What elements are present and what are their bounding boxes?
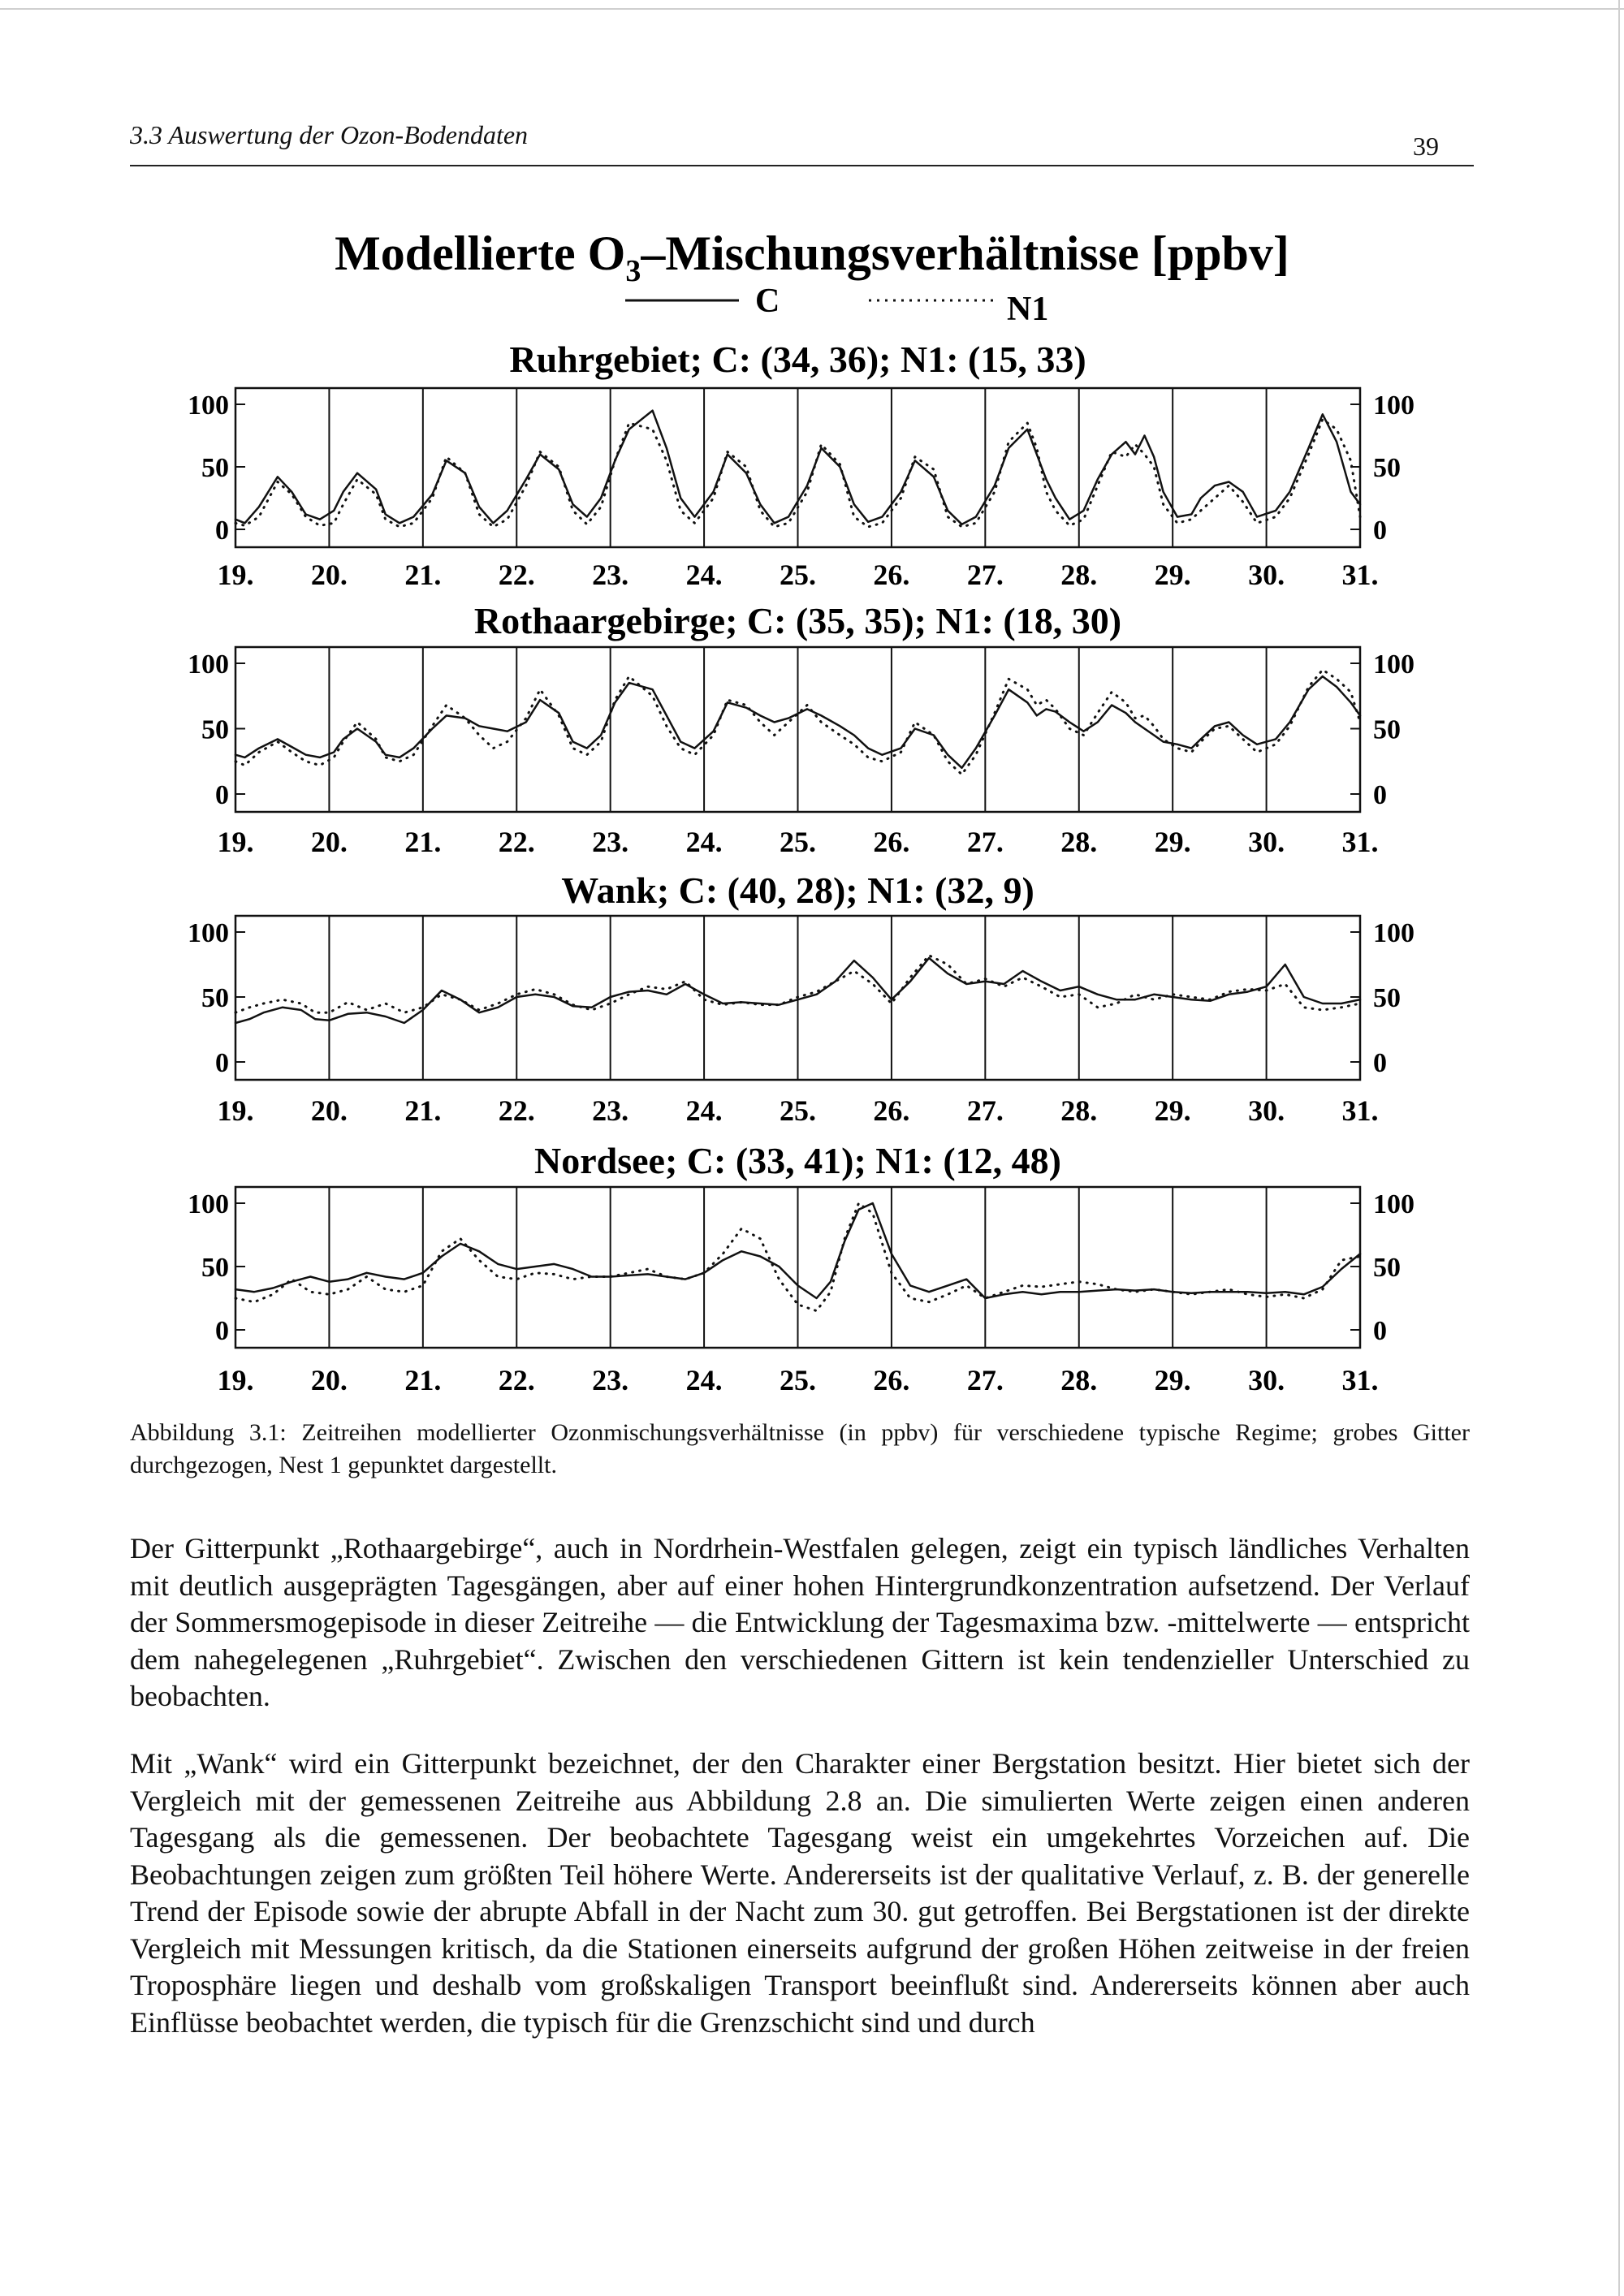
x-tick-label: 26. bbox=[873, 1364, 910, 1396]
x-tick-label: 21. bbox=[404, 1094, 442, 1127]
y-tick-label-left: 100 bbox=[188, 918, 229, 948]
x-tick-label: 19. bbox=[217, 1364, 254, 1396]
x-tick-label: 23. bbox=[592, 1094, 629, 1127]
y-tick-label-left: 0 bbox=[215, 780, 229, 810]
y-tick-label-left: 50 bbox=[201, 714, 229, 745]
y-tick-label-right: 50 bbox=[1373, 453, 1401, 483]
y-tick-label-right: 100 bbox=[1373, 918, 1415, 948]
chart-panel-4 bbox=[188, 1140, 1415, 1396]
body-paragraph-2: Mit „Wank“ wird ein Gitterpunkt bezeichnet, der den Charakter einer Bergstation besitzt. Hier bietet sich der Vergleich mit der gemessenen Zeitreihe aus Abbildung 2.8 an. Die simulierten Werte zeigen einen anderen Tagesgang als die gemessenen. Der beobachtete Tagesgang weist ein umgekehrtes Vorzeichen auf. Die Beobachtungen zeigen zum größten Teil höhere Werte. Andererseits ist der qualitative Verlauf, z. B. der generelle Trend der Episode sowie der abrupte Abfall in der Nacht zum 30. gut getroffen. Bei Bergstationen ist der direkte Vergleich mit Messungen kritisch, da die Stationen einerseits aufgrund der großen Höhen zeitweise in der freien Troposphäre liegen und deshalb vom großskaligen Transport beeinflußt sind. Andererseits können aber auch Einflüsse beobachtet werden, die typisch für die Grenzschicht sind und durch bbox=[130, 1747, 1470, 2039]
x-tick-label: 25. bbox=[780, 559, 816, 591]
y-tick-label-left: 0 bbox=[215, 1048, 229, 1078]
y-tick-label-left: 100 bbox=[188, 391, 229, 421]
panel-title: Rothaargebirge; C: (35, 35); N1: (18, 30) bbox=[473, 600, 1122, 641]
x-tick-label: 26. bbox=[873, 1094, 910, 1127]
chart-panel-3 bbox=[188, 870, 1415, 1127]
y-tick-label-right: 50 bbox=[1373, 714, 1401, 745]
x-tick-label: 23. bbox=[592, 1364, 629, 1396]
y-tick-label-left: 50 bbox=[201, 453, 229, 483]
x-tick-label: 22. bbox=[498, 559, 535, 591]
y-tick-label-left: 50 bbox=[201, 983, 229, 1013]
y-tick-label-right: 50 bbox=[1373, 983, 1401, 1013]
x-tick-label: 22. bbox=[498, 1094, 535, 1127]
x-tick-label: 24. bbox=[685, 826, 723, 858]
x-tick-label: 30. bbox=[1248, 1364, 1285, 1396]
x-tick-label: 20. bbox=[310, 826, 348, 858]
x-tick-label: 28. bbox=[1060, 1364, 1098, 1396]
x-tick-label: 26. bbox=[873, 826, 910, 858]
y-tick-label-left: 100 bbox=[188, 650, 229, 680]
panel-title: Wank; C: (40, 28); N1: (32, 9) bbox=[561, 870, 1034, 911]
y-tick-label-left: 100 bbox=[188, 1189, 229, 1219]
x-tick-label: 20. bbox=[310, 1094, 348, 1127]
x-tick-label: 30. bbox=[1248, 559, 1285, 591]
x-tick-label: 31. bbox=[1341, 559, 1379, 591]
panel-title: Nordsee; C: (33, 41); N1: (12, 48) bbox=[534, 1140, 1061, 1181]
y-tick-label-left: 50 bbox=[201, 1253, 229, 1283]
x-tick-label: 29. bbox=[1154, 1094, 1191, 1127]
running-header-section: 3.3 Auswertung der Ozon-Bodendaten bbox=[130, 120, 529, 149]
x-tick-label: 19. bbox=[217, 559, 254, 591]
panel-title: Ruhrgebiet; C: (34, 36); N1: (15, 33) bbox=[509, 339, 1086, 380]
x-tick-label: 31. bbox=[1341, 1094, 1379, 1127]
figure-legend bbox=[625, 283, 1048, 328]
figure-caption: Abbildung 3.1: Zeitreihen modellierter Ozonmischungsverhältnisse (in ppbv) für verschiedene typische Regime; grobes Gitter durchgezogen, Nest 1 gepunktet dargestellt. bbox=[130, 1419, 1470, 1478]
x-tick-label: 23. bbox=[592, 559, 629, 591]
x-tick-label: 28. bbox=[1060, 559, 1098, 591]
x-tick-label: 21. bbox=[404, 1364, 442, 1396]
x-tick-label: 24. bbox=[685, 1094, 723, 1127]
y-tick-label-right: 0 bbox=[1373, 516, 1387, 546]
x-tick-label: 23. bbox=[592, 826, 629, 858]
x-tick-label: 31. bbox=[1341, 1364, 1379, 1396]
y-tick-label-right: 100 bbox=[1373, 1189, 1415, 1219]
y-tick-label-right: 0 bbox=[1373, 780, 1387, 810]
x-tick-label: 25. bbox=[780, 1364, 816, 1396]
x-tick-label: 26. bbox=[873, 559, 910, 591]
y-tick-label-right: 0 bbox=[1373, 1316, 1387, 1346]
x-tick-label: 21. bbox=[404, 559, 442, 591]
x-tick-label: 22. bbox=[498, 826, 535, 858]
chart-panel-1 bbox=[188, 339, 1415, 591]
x-tick-label: 22. bbox=[498, 1364, 535, 1396]
x-tick-label: 24. bbox=[685, 559, 723, 591]
x-tick-label: 19. bbox=[217, 1094, 254, 1127]
y-tick-label-right: 50 bbox=[1373, 1253, 1401, 1283]
x-tick-label: 25. bbox=[780, 1094, 816, 1127]
x-tick-label: 25. bbox=[780, 826, 816, 858]
x-tick-label: 30. bbox=[1248, 1094, 1285, 1127]
x-tick-label: 24. bbox=[685, 1364, 723, 1396]
legend-label-c: C bbox=[755, 283, 780, 320]
x-tick-label: 27. bbox=[966, 559, 1004, 591]
x-tick-label: 31. bbox=[1341, 826, 1379, 858]
x-tick-label: 19. bbox=[217, 826, 254, 858]
x-tick-label: 27. bbox=[966, 1094, 1004, 1127]
x-tick-label: 27. bbox=[966, 1364, 1004, 1396]
x-tick-label: 21. bbox=[404, 826, 442, 858]
x-tick-label: 28. bbox=[1060, 826, 1098, 858]
y-tick-label-left: 0 bbox=[215, 516, 229, 546]
x-tick-label: 27. bbox=[966, 826, 1004, 858]
legend-label-n1: N1 bbox=[1007, 291, 1049, 328]
x-tick-label: 29. bbox=[1154, 559, 1191, 591]
page-number: 39 bbox=[1413, 132, 1439, 161]
x-tick-label: 30. bbox=[1248, 826, 1285, 858]
y-tick-label-right: 0 bbox=[1373, 1048, 1387, 1078]
y-tick-label-right: 100 bbox=[1373, 391, 1415, 421]
y-tick-label-right: 100 bbox=[1373, 650, 1415, 680]
body-paragraph-1: Der Gitterpunkt „Rothaargebirge“, auch in Nordrhein-Westfalen gelegen, zeigt ein typisch ländliches Verhalten mit deutlich ausgeprägten Tagesgängen, aber auf einer hohen Hintergrundkonzentration aufsetzend. Der Verlauf der Sommersmogepisode in dieser Zeitreihe — die Entwicklung der Tagesmaxima bzw. -mittelwerte — entspricht dem nahegelegenen „Ruhrgebiet“. Zwischen den verschiedenen Gittern ist kein tendenzieller Unterschied zu beobachten. bbox=[130, 1532, 1470, 1712]
x-tick-label: 29. bbox=[1154, 1364, 1191, 1396]
figure-title: Modellierte $O_3$–Mischungsverhältnisse [ppbv] bbox=[335, 227, 1289, 288]
x-tick-label: 20. bbox=[310, 1364, 348, 1396]
x-tick-label: 28. bbox=[1060, 1094, 1098, 1127]
x-tick-label: 20. bbox=[310, 559, 348, 591]
y-tick-label-left: 0 bbox=[215, 1316, 229, 1346]
x-tick-label: 29. bbox=[1154, 826, 1191, 858]
chart-panel-2 bbox=[188, 600, 1415, 858]
